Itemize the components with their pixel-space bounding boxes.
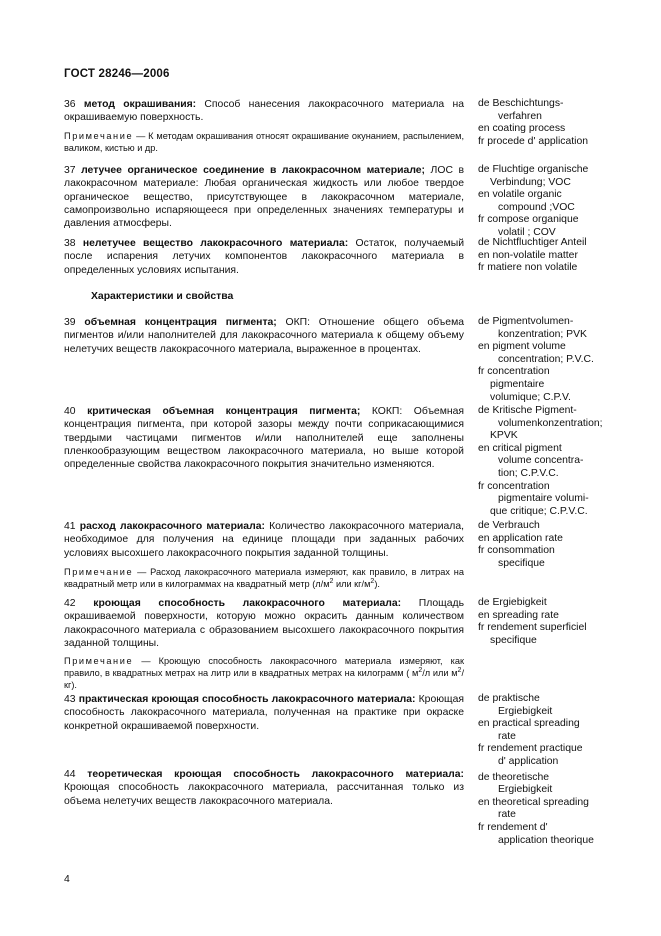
equivalent-line: concentration; P.V.C. <box>498 353 594 365</box>
term-name: летучее органическое соединение в лакокрасочном материале; <box>81 165 426 176</box>
equivalent-line: en application rate <box>478 532 563 544</box>
note-text: — К методам окрашивания относят окрашивание окунанием, распылением, валиком, кистью и др. <box>64 131 464 153</box>
equivalent-line: Ergiebigkeit <box>498 705 553 717</box>
superscript: 2 <box>418 666 423 674</box>
equivalent-line: de Fluchtige organische <box>478 164 589 175</box>
superscript: 2 <box>370 577 375 585</box>
equivalents-40 <box>478 405 628 518</box>
equivalent-line: en theoretical spreading <box>478 796 589 808</box>
term-name: практическая кроющая способность лакокрасочного материала: <box>78 694 416 705</box>
equivalent-line: de theoretische <box>478 771 550 783</box>
term-41 <box>64 520 464 560</box>
equivalent-line: de Nichtfluchtiger Anteil <box>478 237 587 248</box>
term-definition: Способ нанесения лакокрасочного материала на окрашиваемую поверхность. <box>64 99 464 124</box>
equivalent-line: fr concentration <box>478 366 550 378</box>
term-name: объемная концентрация пигмента; <box>84 317 277 328</box>
equivalent-line: en coating process <box>478 123 566 135</box>
term-name: критическая объемная концентрация пигмента; <box>87 406 361 417</box>
equivalent-line: Verbindung; VOC <box>490 176 571 188</box>
equivalent-line: pigmentaire volumi- <box>498 493 589 505</box>
note-text-end: ). <box>374 579 380 589</box>
term-38 <box>64 237 464 277</box>
equivalents-37 <box>478 164 628 240</box>
term-number: 43 <box>64 694 76 705</box>
note-text-mid: /л или м <box>422 668 458 678</box>
term-definition: ОКП: Отношение общего объема пигментов и/или наполнителей для лакокрасочного материала к общему объему нелетучих веществ лакокрасочного материала, выраженное в процентах. <box>64 317 465 355</box>
note-label: Примечание <box>64 656 134 666</box>
equivalent-line: en non-volatile matter <box>478 249 578 261</box>
equivalent-line: rate <box>498 730 516 742</box>
term-37 <box>64 164 464 230</box>
equivalent-line: KPVK <box>490 430 518 442</box>
note-text-mid: или кг/м <box>333 579 371 589</box>
equivalent-line: fr rendement d' <box>478 821 548 833</box>
equivalent-line: volume concentra- <box>498 455 584 467</box>
equivalent-line: fr compose organique <box>478 214 579 226</box>
term-number: 44 <box>64 769 76 780</box>
term-number: 36 <box>64 99 76 110</box>
section-title: Характеристики и свойства <box>91 291 234 302</box>
page-number: 4 <box>64 874 70 885</box>
term-number: 41 <box>64 521 76 532</box>
superscript: 2 <box>457 666 462 674</box>
equivalent-line: tion; C.P.V.C. <box>498 467 559 479</box>
equivalent-line: pigmentaire <box>490 378 545 390</box>
equivalent-line: volumique; C.P.V. <box>490 391 571 403</box>
term-36 <box>64 98 464 125</box>
equivalent-line: de Ergiebigkeit <box>478 597 547 608</box>
note-41 <box>64 566 464 590</box>
equivalent-line: verfahren <box>498 110 542 122</box>
term-number: 40 <box>64 406 76 417</box>
term-40 <box>64 405 464 471</box>
equivalent-line: que critique; C.P.V.C. <box>490 505 588 517</box>
note-label: Примечание <box>64 131 134 141</box>
term-39 <box>64 316 464 356</box>
term-42 <box>64 597 464 650</box>
term-definition: КОКП: Объемная концентрация пигмента, при которой зазоры между почти соприкасающимися твердыми частицами пигментов и/или наполнителей еще заполнены пленкообразующим веществом лакокрасочного материала, но выше которой определенные свойства лакокрасочного покрытия значительно изменяются. <box>64 406 464 471</box>
term-number: 42 <box>64 598 76 609</box>
equivalent-line: fr rendement superficiel <box>478 622 587 634</box>
term-number: 38 <box>64 238 76 249</box>
equivalents-36 <box>478 98 628 148</box>
equivalent-line: volumenkonzentration; <box>498 417 603 429</box>
term-name: расход лакокрасочного материала: <box>79 521 265 532</box>
term-definition: Кроющая способность лакокрасочного материала, рассчитанная только из объема нелетучих веществ лакокрасочного материала. <box>64 782 464 807</box>
equivalent-line: d' application <box>498 755 559 767</box>
equivalents-41 <box>478 520 628 570</box>
note-36 <box>64 130 464 154</box>
equivalent-line: Ergiebigkeit <box>498 784 553 796</box>
equivalent-line: fr matiere non volatile <box>478 262 578 274</box>
equivalent-line: en practical spreading <box>478 718 580 730</box>
superscript: 2 <box>329 577 334 585</box>
equivalent-line: de Pigmentvolumen- <box>478 316 574 327</box>
equivalent-line: de Beschichtungs- <box>478 98 564 109</box>
term-name: метод окрашивания: <box>83 99 197 110</box>
term-44 <box>64 768 464 808</box>
equivalents-42 <box>478 597 628 647</box>
equivalent-line: en critical pigment <box>478 442 562 454</box>
term-definition: Площадь окрашиваемой поверхности, которую можно окрасить данным количеством лакокрасочного материала с образованием высохшего лакокрасочного покрытия заданной толщины. <box>64 598 464 649</box>
note-text: — Кроющую способность лакокрасочного материала измеряют, как правило, в квадратных метрах на литр или в квадратных метрах на килограмм ( м <box>64 656 464 678</box>
term-name: нелетучее вещество лакокрасочного материала: <box>82 238 349 249</box>
equivalent-line: de Verbrauch <box>478 520 540 531</box>
equivalent-line: konzentration; PVK <box>498 328 587 340</box>
term-name: кроющая способность лакокрасочного материала: <box>93 598 402 609</box>
note-label: Примечание <box>64 567 134 577</box>
equivalents-43-44 <box>478 693 628 847</box>
equivalent-line: compound ;VOC <box>498 201 575 213</box>
equivalents-39 <box>478 316 628 404</box>
term-number: 37 <box>64 165 76 176</box>
equivalent-line: de Kritische Pigment- <box>478 405 577 416</box>
note-42 <box>64 655 464 691</box>
equivalent-line: application theorique <box>498 834 594 846</box>
equivalent-line: fr procede d' application <box>478 135 588 147</box>
equivalent-line: fr rendement practique <box>478 743 583 755</box>
equivalent-line: volatil ; COV <box>498 226 556 238</box>
equivalent-line: rate <box>498 809 516 821</box>
term-number: 39 <box>64 317 76 328</box>
equivalent-line: en spreading rate <box>478 609 559 621</box>
note-text: — Расход лакокрасочного материала измеряют, как правило, в литрах на квадратный метр или в килограммах на квадратный метр (л/м <box>64 567 464 589</box>
equivalents-38 <box>478 237 628 275</box>
page-header: ГОСТ 28246—2006 <box>64 68 170 80</box>
equivalent-line: de praktische <box>478 693 540 704</box>
term-43 <box>64 693 464 733</box>
term-name: теоретическая кроющая способность лакокрасочного материала: <box>87 769 465 780</box>
term-definition: Остаток, получаемый после испарения летучих компонентов лакокрасочного материала в определенных условиях испытания. <box>64 238 465 276</box>
equivalent-line: fr consommation <box>478 545 555 557</box>
term-definition: ЛОС в лакокрасочном материале: Любая органическая жидкость или любое твердое органическое вещество, присутствующее в лакокрасочном материале, самопроизвольно испаряющееся при определенных значениях температуры и давления атмосферы. <box>64 165 465 230</box>
equivalent-line: en volatile organic <box>478 189 562 201</box>
equivalent-line: specifique <box>498 557 545 569</box>
equivalent-line: en pigment volume <box>478 341 566 353</box>
note-text-end: /кг). <box>64 668 464 690</box>
equivalent-line: specifique <box>490 634 537 646</box>
equivalent-line: fr concentration <box>478 480 550 492</box>
term-definition: Кроющая способность лакокрасочного материала, полученная на практике при окраске конкретной окрашиваемой поверхности. <box>64 694 464 732</box>
term-definition: Количество лакокрасочного материала, необходимое для получения на единице площади при заданных рабочих условиях высохшего лакокрасочного покрытия заданной толщины. <box>64 521 465 559</box>
